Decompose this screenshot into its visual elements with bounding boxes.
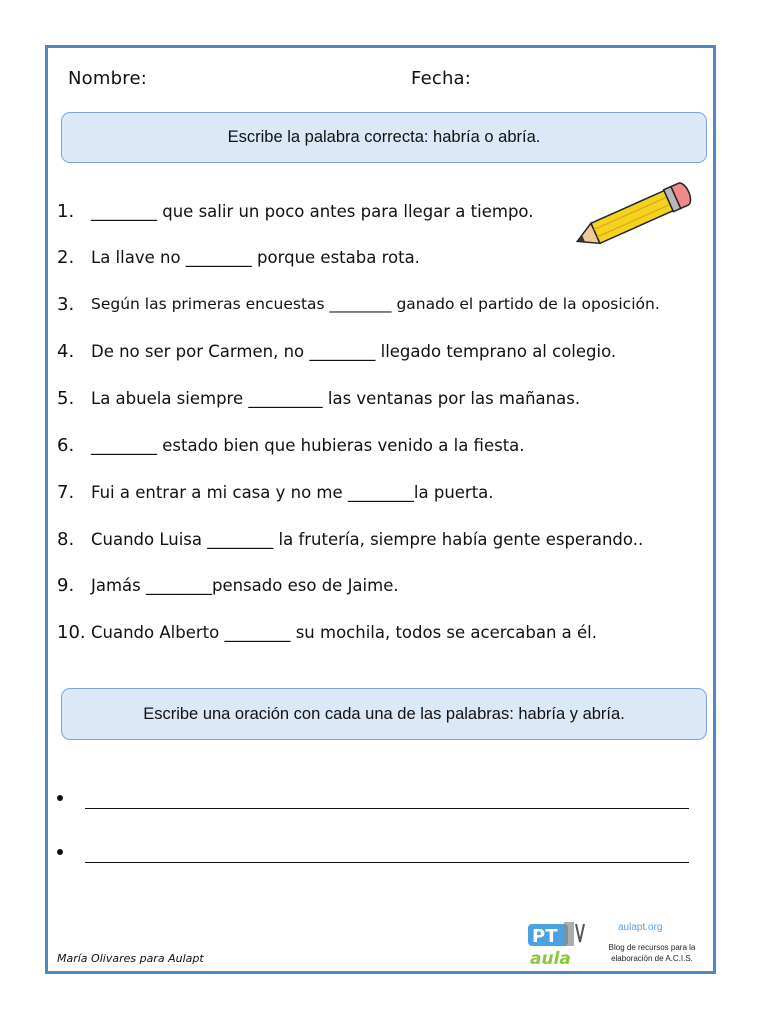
logo-pt-text: PT: [532, 926, 558, 947]
author-credit: María Olivares para Aulapt: [57, 952, 204, 965]
answer-line-2[interactable]: [57, 839, 697, 863]
exercise-text: ________ estado bien que hubieras venido a la fiesta.: [91, 435, 525, 455]
exercise-item-1: [57, 194, 707, 228]
site-desc-line1: Blog de recursos para la: [608, 943, 696, 952]
exercise-text: Fui a entrar a mi casa y no me ________la puerta.: [91, 482, 494, 502]
writing-line[interactable]: [85, 842, 689, 863]
exercise-text: De no ser por Carmen, no ________ llegado temprano al colegio.: [91, 341, 617, 361]
exercise-number: 1.: [57, 200, 75, 222]
exercise-text: ________ que salir un poco antes para llegar a tiempo.: [91, 201, 534, 221]
exercise-number: 9.: [57, 574, 75, 596]
exercise-item-6: [57, 428, 707, 462]
exercise-number: 4.: [57, 340, 75, 362]
name-label: Nombre:: [68, 68, 147, 89]
exercise-text: Cuando Alberto ________ su mochila, todos se acercaban a él.: [91, 622, 597, 642]
exercise-text: Jamás ________pensado eso de Jaime.: [91, 575, 399, 595]
date-label: Fecha:: [411, 68, 472, 89]
instruction-text-part1: Escribe la palabra correcta: habría o abría.: [227, 128, 541, 146]
pt-aula-logo-icon: [526, 918, 606, 968]
exercise-number: 5.: [57, 387, 75, 409]
site-url[interactable]: aulapt.org: [618, 922, 663, 933]
exercise-text: Según las primeras encuestas ________ ganado el partido de la oposición.: [91, 295, 660, 313]
exercise-number: 6.: [57, 434, 75, 456]
exercise-number: 7.: [57, 481, 75, 503]
exercise-text: La abuela siempre _________ las ventanas por las mañanas.: [91, 388, 581, 408]
exercise-number: 3.: [57, 293, 75, 315]
bullet-icon: [57, 795, 63, 801]
exercise-item-4: [57, 334, 707, 368]
instruction-box-part1: [61, 112, 707, 163]
answer-line-1[interactable]: [57, 785, 697, 809]
exercise-item-7: [57, 475, 707, 509]
site-description: [600, 942, 704, 964]
exercise-number: 2.: [57, 246, 75, 268]
exercise-number: 8.: [57, 528, 75, 550]
exercise-item-8: [57, 522, 707, 556]
exercise-text: La llave no ________ porque estaba rota.: [91, 247, 420, 267]
site-desc-line2: elaboración de A.C.I.S.: [611, 954, 693, 963]
writing-line[interactable]: [85, 788, 689, 809]
bullet-icon: [57, 849, 63, 855]
instruction-text-part2: Escribe una oración con cada una de las palabras: habría y abría.: [143, 704, 625, 723]
exercise-item-2: [57, 240, 707, 274]
exercise-text: Cuando Luisa ________ la frutería, siempre había gente esperando..: [91, 529, 644, 549]
exercise-number: 10.: [57, 621, 86, 643]
exercise-item-9: [57, 568, 707, 602]
exercise-item-5: [57, 381, 707, 415]
exercise-item-3: [57, 287, 707, 321]
logo-aula-text: aula: [530, 949, 571, 968]
aulapt-logo[interactable]: [526, 918, 706, 968]
instruction-box-part2: [61, 688, 707, 740]
exercise-item-10: [57, 615, 707, 649]
